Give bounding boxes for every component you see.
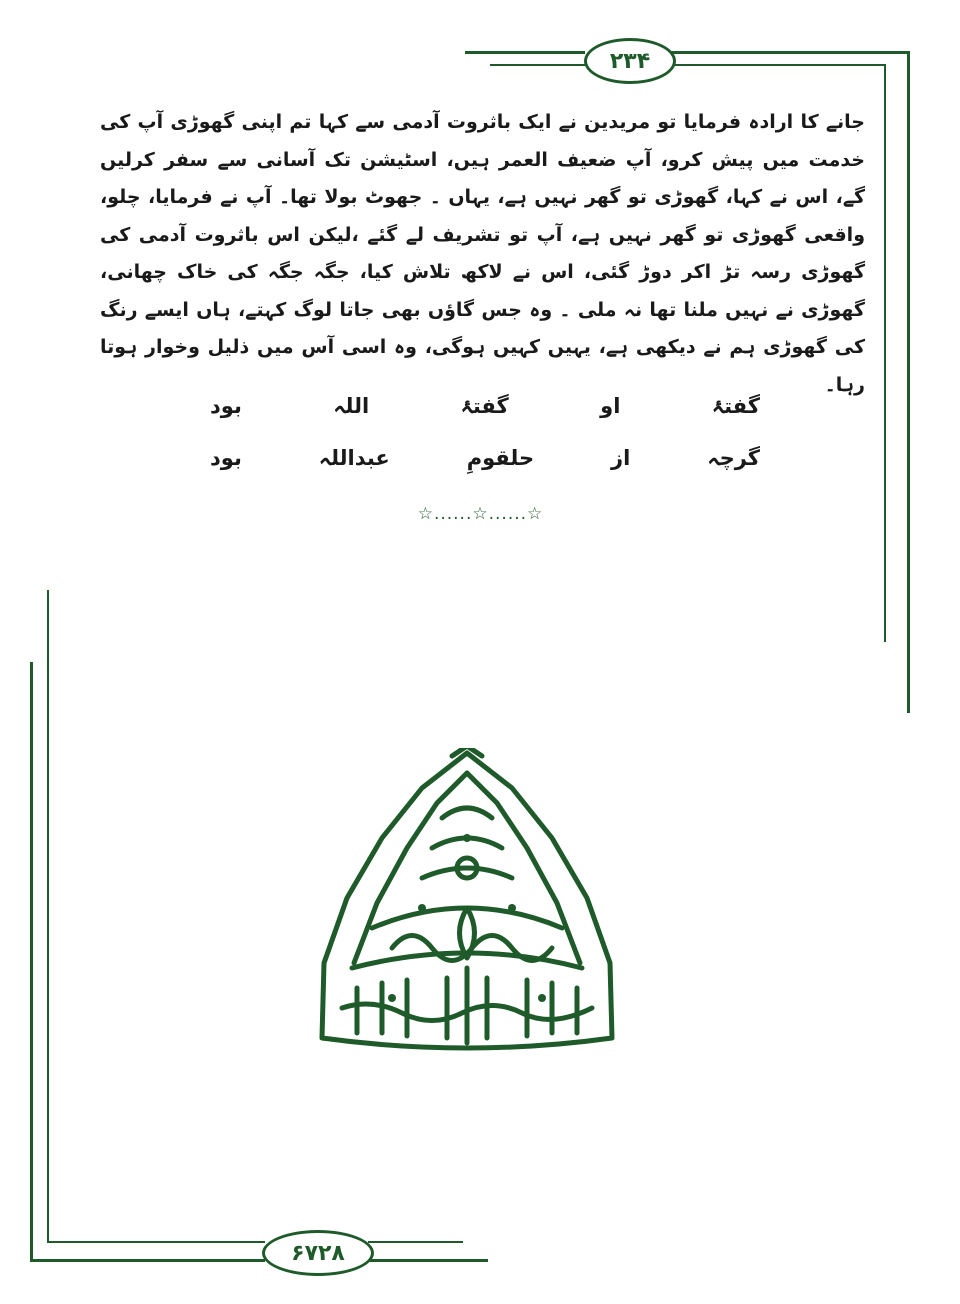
body-paragraph: جانے کا ارادہ فرمایا تو مریدین نے ایک باثروت آدمی سے کہا تم اپنی گھوڑی آپ کی خدمت میں پیش کرو، آپ ضعیف العمر ہیں، اسٹیشن تک آسانی سے سفر کرلیں گے، اس نے کہا، گھوڑی تو گھر نہیں ہے، یہاں ۔ جھوٹ بولا تھا۔ آپ نے فرمایا، چلو، واقعی گھوڑی تو گھر نہیں ہے، آپ تو تشریف لے گئے ،لیکن اس باثروت آدمی کی گھوڑی رسہ تڑ اکر دوڑ گئی، اس نے لاکھ تلاش کیا، جگہ جگہ کی خاک چھانی، گھوڑی نے نہیں ملنا تھا نہ ملی ۔ وہ جس گاؤں بھی جاتا لوگ کہتے، ہاں ایسے رنگ کی گھوڑی ہم نے دیکھی ہے، یہیں کہیں ہوگی، وہ اسی آس میں ذلیل وخوار ہوتا رہا۔: [100, 111, 865, 396]
verse-word: گفتۂ: [460, 394, 509, 418]
top-frame-line-outer: [665, 51, 910, 54]
verse-word: بود: [210, 394, 242, 418]
bottom-frame-line-right-outer: [368, 1259, 488, 1262]
bottom-frame-line-inner: [47, 1241, 265, 1243]
bottom-frame-line-outer: [30, 1259, 265, 1262]
page-number-badge-top: ۲۳۴: [584, 38, 676, 84]
star-separator: ☆......☆......☆: [417, 504, 544, 524]
verse-word: اللہ: [333, 394, 370, 418]
bottom-frame-vertical-outer: [30, 662, 33, 1262]
page-number-badge-bottom: ۶۷۲۸: [262, 1230, 374, 1276]
verse-word: بود: [210, 446, 242, 470]
top-frame-line-left-inner: [490, 64, 585, 66]
top-frame-line-left-outer: [465, 51, 585, 54]
bottom-frame-line-right-inner: [368, 1241, 463, 1243]
verse-word: عبداللہ: [318, 446, 390, 470]
verse-word: حلقومِ: [466, 446, 535, 470]
verse-line-2: [210, 446, 760, 486]
verse-word: گفتۂ: [711, 394, 760, 418]
bottom-frame-vertical-inner: [47, 590, 49, 1243]
calligraphic-emblem-icon: [312, 748, 622, 1068]
verse-word: او: [600, 394, 621, 418]
top-frame-vertical-outer: [907, 51, 910, 713]
top-frame-line-inner: [665, 64, 885, 66]
verse-line-1: [210, 394, 760, 434]
verse-word: گرچہ: [707, 446, 760, 470]
top-frame-vertical-inner: [884, 64, 886, 642]
verse-word: از: [611, 446, 631, 470]
